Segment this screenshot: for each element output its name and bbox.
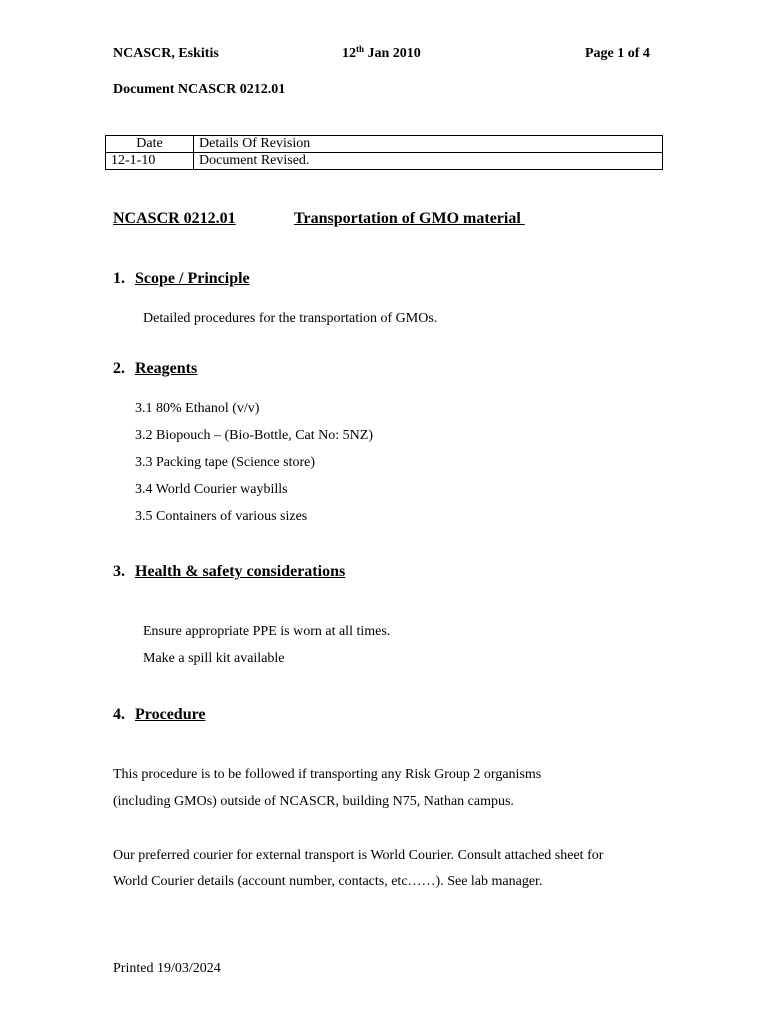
section-3-title: Health & safety considerations bbox=[135, 563, 346, 580]
header-page-number: Page 1 of 4 bbox=[585, 46, 650, 61]
title-code: NCASCR 0212.01 bbox=[113, 210, 236, 227]
list-item: 3.5 Containers of various sizes bbox=[135, 509, 308, 524]
list-item: 3.3 Packing tape (Science store) bbox=[135, 455, 315, 470]
procedure-line: World Courier details (account number, contacts, etc……). See lab manager. bbox=[113, 874, 543, 889]
revision-header-details: Details Of Revision bbox=[194, 136, 663, 153]
revision-cell-date: 12-1-10 bbox=[106, 153, 194, 170]
section-4-title: Procedure bbox=[135, 706, 206, 723]
safety-line: Make a spill kit available bbox=[143, 651, 285, 666]
procedure-line: (including GMOs) outside of NCASCR, building N75, Nathan campus. bbox=[113, 794, 514, 809]
scope-text: Detailed procedures for the transportation of GMOs. bbox=[143, 311, 438, 326]
list-item: 3.4 World Courier waybills bbox=[135, 482, 288, 497]
table-row bbox=[106, 153, 663, 170]
printed-date: Printed 19/03/2024 bbox=[113, 961, 221, 976]
revision-table-header-row bbox=[106, 136, 663, 153]
section-3-number: 3. bbox=[113, 563, 125, 580]
header-organisation: NCASCR, Eskitis bbox=[113, 46, 219, 61]
list-item: 3.2 Biopouch – (Bio-Bottle, Cat No: 5NZ) bbox=[135, 428, 373, 443]
header-date-rest: Jan 2010 bbox=[364, 46, 421, 61]
header-date-suffix: th bbox=[356, 44, 365, 54]
safety-line: Ensure appropriate PPE is worn at all times. bbox=[143, 624, 391, 639]
procedure-line: Our preferred courier for external transport is World Courier. Consult attached sheet for bbox=[113, 848, 604, 863]
procedure-line: This procedure is to be followed if transporting any Risk Group 2 organisms bbox=[113, 767, 542, 782]
section-2-number: 2. bbox=[113, 360, 125, 377]
section-2-title: Reagents bbox=[135, 360, 198, 377]
revision-header-date: Date bbox=[106, 136, 194, 153]
revision-cell-details: Document Revised. bbox=[194, 153, 663, 170]
section-4-number: 4. bbox=[113, 706, 125, 723]
list-item: 3.1 80% Ethanol (v/v) bbox=[135, 401, 260, 416]
title-text: Transportation of GMO material bbox=[294, 210, 525, 227]
document-id: Document NCASCR 0212.01 bbox=[113, 82, 286, 97]
header-date-day: 12 bbox=[342, 46, 356, 61]
revision-table bbox=[105, 135, 663, 170]
section-1-number: 1. bbox=[113, 270, 125, 287]
section-1-title: Scope / Principle bbox=[135, 270, 250, 287]
header-date bbox=[342, 46, 421, 62]
